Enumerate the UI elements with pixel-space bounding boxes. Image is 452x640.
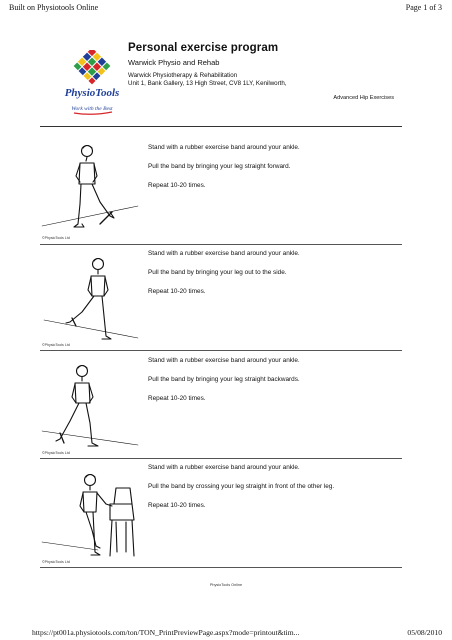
exercise-instructions: [148, 464, 398, 521]
exercise-line: Pull the band by bringing your leg straight forward.: [148, 163, 291, 170]
physiotools-logo: [62, 50, 122, 122]
exercise-line: Repeat 10-20 times.: [148, 502, 206, 509]
exercise-line: Repeat 10-20 times.: [148, 288, 206, 295]
program-name: Advanced Hip Exercises: [333, 95, 394, 101]
exercise-instructions: [148, 250, 398, 307]
exercise-line: Pull the band by crossing your leg straight in front of the other leg.: [148, 483, 335, 490]
exercise-divider: [40, 458, 402, 459]
logo-brand-text: PhysioTools: [64, 87, 120, 99]
exercise-copyright: ©PhysioTools Ltd: [42, 236, 70, 240]
exercise-divider: [40, 350, 402, 351]
exercise-illustration: [40, 134, 140, 240]
physiotools-logo-mark: [62, 50, 122, 122]
page-footer-brand: PhysioTools Online: [209, 583, 243, 587]
exercise-line: Stand with a rubber exercise band around your ankle.: [148, 357, 300, 364]
clinic-full-name: Warwick Physiotherapy & Rehabilitation: [128, 72, 238, 79]
exercise-line: Stand with a rubber exercise band around your ankle.: [148, 250, 300, 257]
exercise-line: Stand with a rubber exercise band around your ankle.: [148, 464, 300, 471]
print-header-page-number: Page 1 of 3: [405, 3, 442, 12]
clinic-address: Unit 1, Bank Gallery, 13 High Street, CV8 1LY, Kenilworth,: [128, 80, 287, 87]
exercise-copyright: ©PhysioTools Ltd: [42, 560, 70, 564]
exercise-line: Stand with a rubber exercise band around your ankle.: [148, 144, 300, 151]
exercise-illustration: [40, 460, 140, 566]
print-footer: [0, 626, 452, 640]
page-title: Personal exercise program: [128, 42, 279, 54]
print-header-source: Built on Physiotools Online: [9, 3, 99, 12]
exercise-line: Pull the band by bringing your leg out to the side.: [148, 269, 287, 276]
exercise-copyright: ©PhysioTools Ltd: [42, 451, 70, 455]
exercise-line: Repeat 10-20 times.: [148, 182, 206, 189]
exercise-divider: [40, 567, 402, 568]
clinic-name: Warwick Physio and Rehab: [128, 58, 220, 67]
exercise-line: Repeat 10-20 times.: [148, 395, 206, 402]
header-divider: [40, 126, 402, 127]
exercise-copyright: ©PhysioTools Ltd: [42, 343, 70, 347]
exercise-instructions: [148, 357, 398, 414]
print-footer-date: 05/08/2010: [407, 628, 442, 637]
exercise-instructions: [148, 144, 398, 201]
exercise-divider: [40, 244, 402, 245]
exercise-illustration: [40, 246, 140, 352]
print-header: [0, 0, 452, 16]
exercise-line: Pull the band by bringing your leg straight backwards.: [148, 376, 300, 383]
exercise-illustration: [40, 353, 140, 459]
logo-tagline: Work with the Best: [71, 106, 113, 112]
program-header: [128, 42, 428, 87]
print-footer-url: https://pt001a.physiotools.com/ton/TON_PrintPreviewPage.aspx?mode=printout&tim...: [32, 628, 300, 637]
